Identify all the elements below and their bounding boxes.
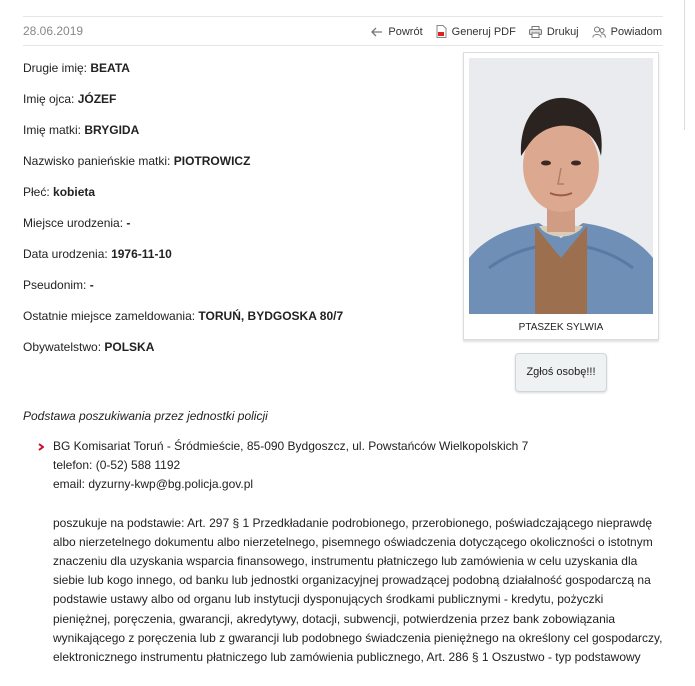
police-unit: [53, 437, 663, 667]
field-value: kobieta: [53, 185, 96, 199]
publication-date: 28.06.2019: [23, 24, 84, 38]
field-last-address: [23, 309, 343, 340]
legal-basis-text: poszukuje na podstawie: Art. 297 § 1 Przedkładanie podrobionego, przerobionego, poświadczającego nieprawdę albo nierzetelnego dokumentu albo nierzetelnego, pisemnego oświadczenia dotyczącego okoliczności o istotnym znaczeniu dla uzyskania wsparcia finansowego, instrumentu płatniczego lub zamówienia w celu uzyskania dla siebie lub kogo innego, od banku lub jednostki organizacyjnej prowadzącej podobną działalność gospodarczą na podstawie ustawy albo od organu lub instytucji dysponujących środkami publicznymi - kredytu, pożyczki pieniężnej, poręczenia, gwarancji, akredytywy, dotacji, subwencji, potwierdzenia przez bank zobowiązania wynikającego z poręczenia lub z gwarancji lub podobnego świadczenia pieniężnego na określony cel gospodarczy, elektronicznego instrumentu płatniczego lub zamówienia publicznego, Art. 286 § 1 Oszustwo - typ podstawowy: [53, 515, 663, 665]
field-birth-date: [23, 247, 343, 278]
field-value: 1976-11-10: [111, 247, 172, 261]
back-label: Powrót: [388, 25, 423, 38]
basis-title: Podstawa poszukiwania przez jednostki policji: [23, 409, 268, 423]
unit-email: email: dyzurny-kwp@bg.policja.gov.pl: [53, 477, 254, 492]
field-label: Imię ojca:: [23, 92, 75, 106]
pdf-icon: [436, 25, 447, 38]
field-value: TORUŃ, BYDGOSKA 80/7: [198, 309, 344, 323]
field-label: Płeć:: [23, 185, 50, 199]
field-mother-maiden-name: [23, 154, 343, 185]
toolbar: [371, 25, 662, 38]
field-label: Obywatelstwo:: [23, 340, 102, 354]
photo-card: [463, 52, 659, 340]
field-middle-name: [23, 61, 343, 92]
field-label: Drugie imię:: [23, 61, 88, 75]
generate-pdf-button[interactable]: [436, 25, 516, 38]
field-value: -: [89, 278, 94, 292]
field-sex: [23, 185, 343, 216]
pdf-label: Generuj PDF: [451, 25, 516, 38]
scrollbar-edge: [684, 0, 685, 130]
field-value: PIOTROWICZ: [173, 154, 251, 168]
field-label: Ostatnie miejsce zameldowania:: [23, 309, 196, 323]
unit-address: BG Komisariat Toruń - Śródmieście, 85-090 Bydgoszcz, ul. Powstańców Wielkopolskich 7: [53, 439, 529, 453]
field-nickname: [23, 278, 343, 309]
field-value: -: [126, 216, 131, 230]
field-value: BEATA: [90, 61, 130, 75]
field-label: Nazwisko panieńskie matki:: [23, 154, 171, 168]
person-details: [23, 61, 343, 371]
field-label: Data urodzenia:: [23, 247, 108, 261]
unit-phone: telefon: (0-52) 588 1192: [53, 458, 181, 473]
header-divider: [23, 45, 663, 46]
chevron-right-icon: [38, 440, 44, 454]
field-value: BRYGIDA: [84, 123, 140, 137]
person-photo[interactable]: [469, 58, 653, 314]
field-value: POLSKA: [104, 340, 155, 354]
field-label: Miejsce urodzenia:: [23, 216, 124, 230]
report-person-button[interactable]: Zgłoś osobę!!!: [515, 353, 607, 392]
people-icon: [592, 26, 606, 38]
field-label: Imię matki:: [23, 123, 82, 137]
field-father-name: [23, 92, 343, 123]
field-label: Pseudonim:: [23, 278, 87, 292]
print-button[interactable]: [529, 25, 579, 38]
notify-label: Powiadom: [610, 25, 662, 38]
back-button[interactable]: [371, 25, 422, 38]
photo-caption: PTASZEK SYLWIA: [518, 322, 604, 333]
print-label: Drukuj: [546, 25, 579, 38]
printer-icon: [529, 26, 542, 38]
field-citizenship: [23, 340, 343, 371]
field-mother-name: [23, 123, 343, 154]
field-birthplace: [23, 216, 343, 247]
notify-button[interactable]: [592, 25, 662, 38]
back-arrow-icon: [371, 27, 383, 37]
field-value: JÓZEF: [77, 92, 117, 106]
top-divider: [23, 16, 663, 17]
